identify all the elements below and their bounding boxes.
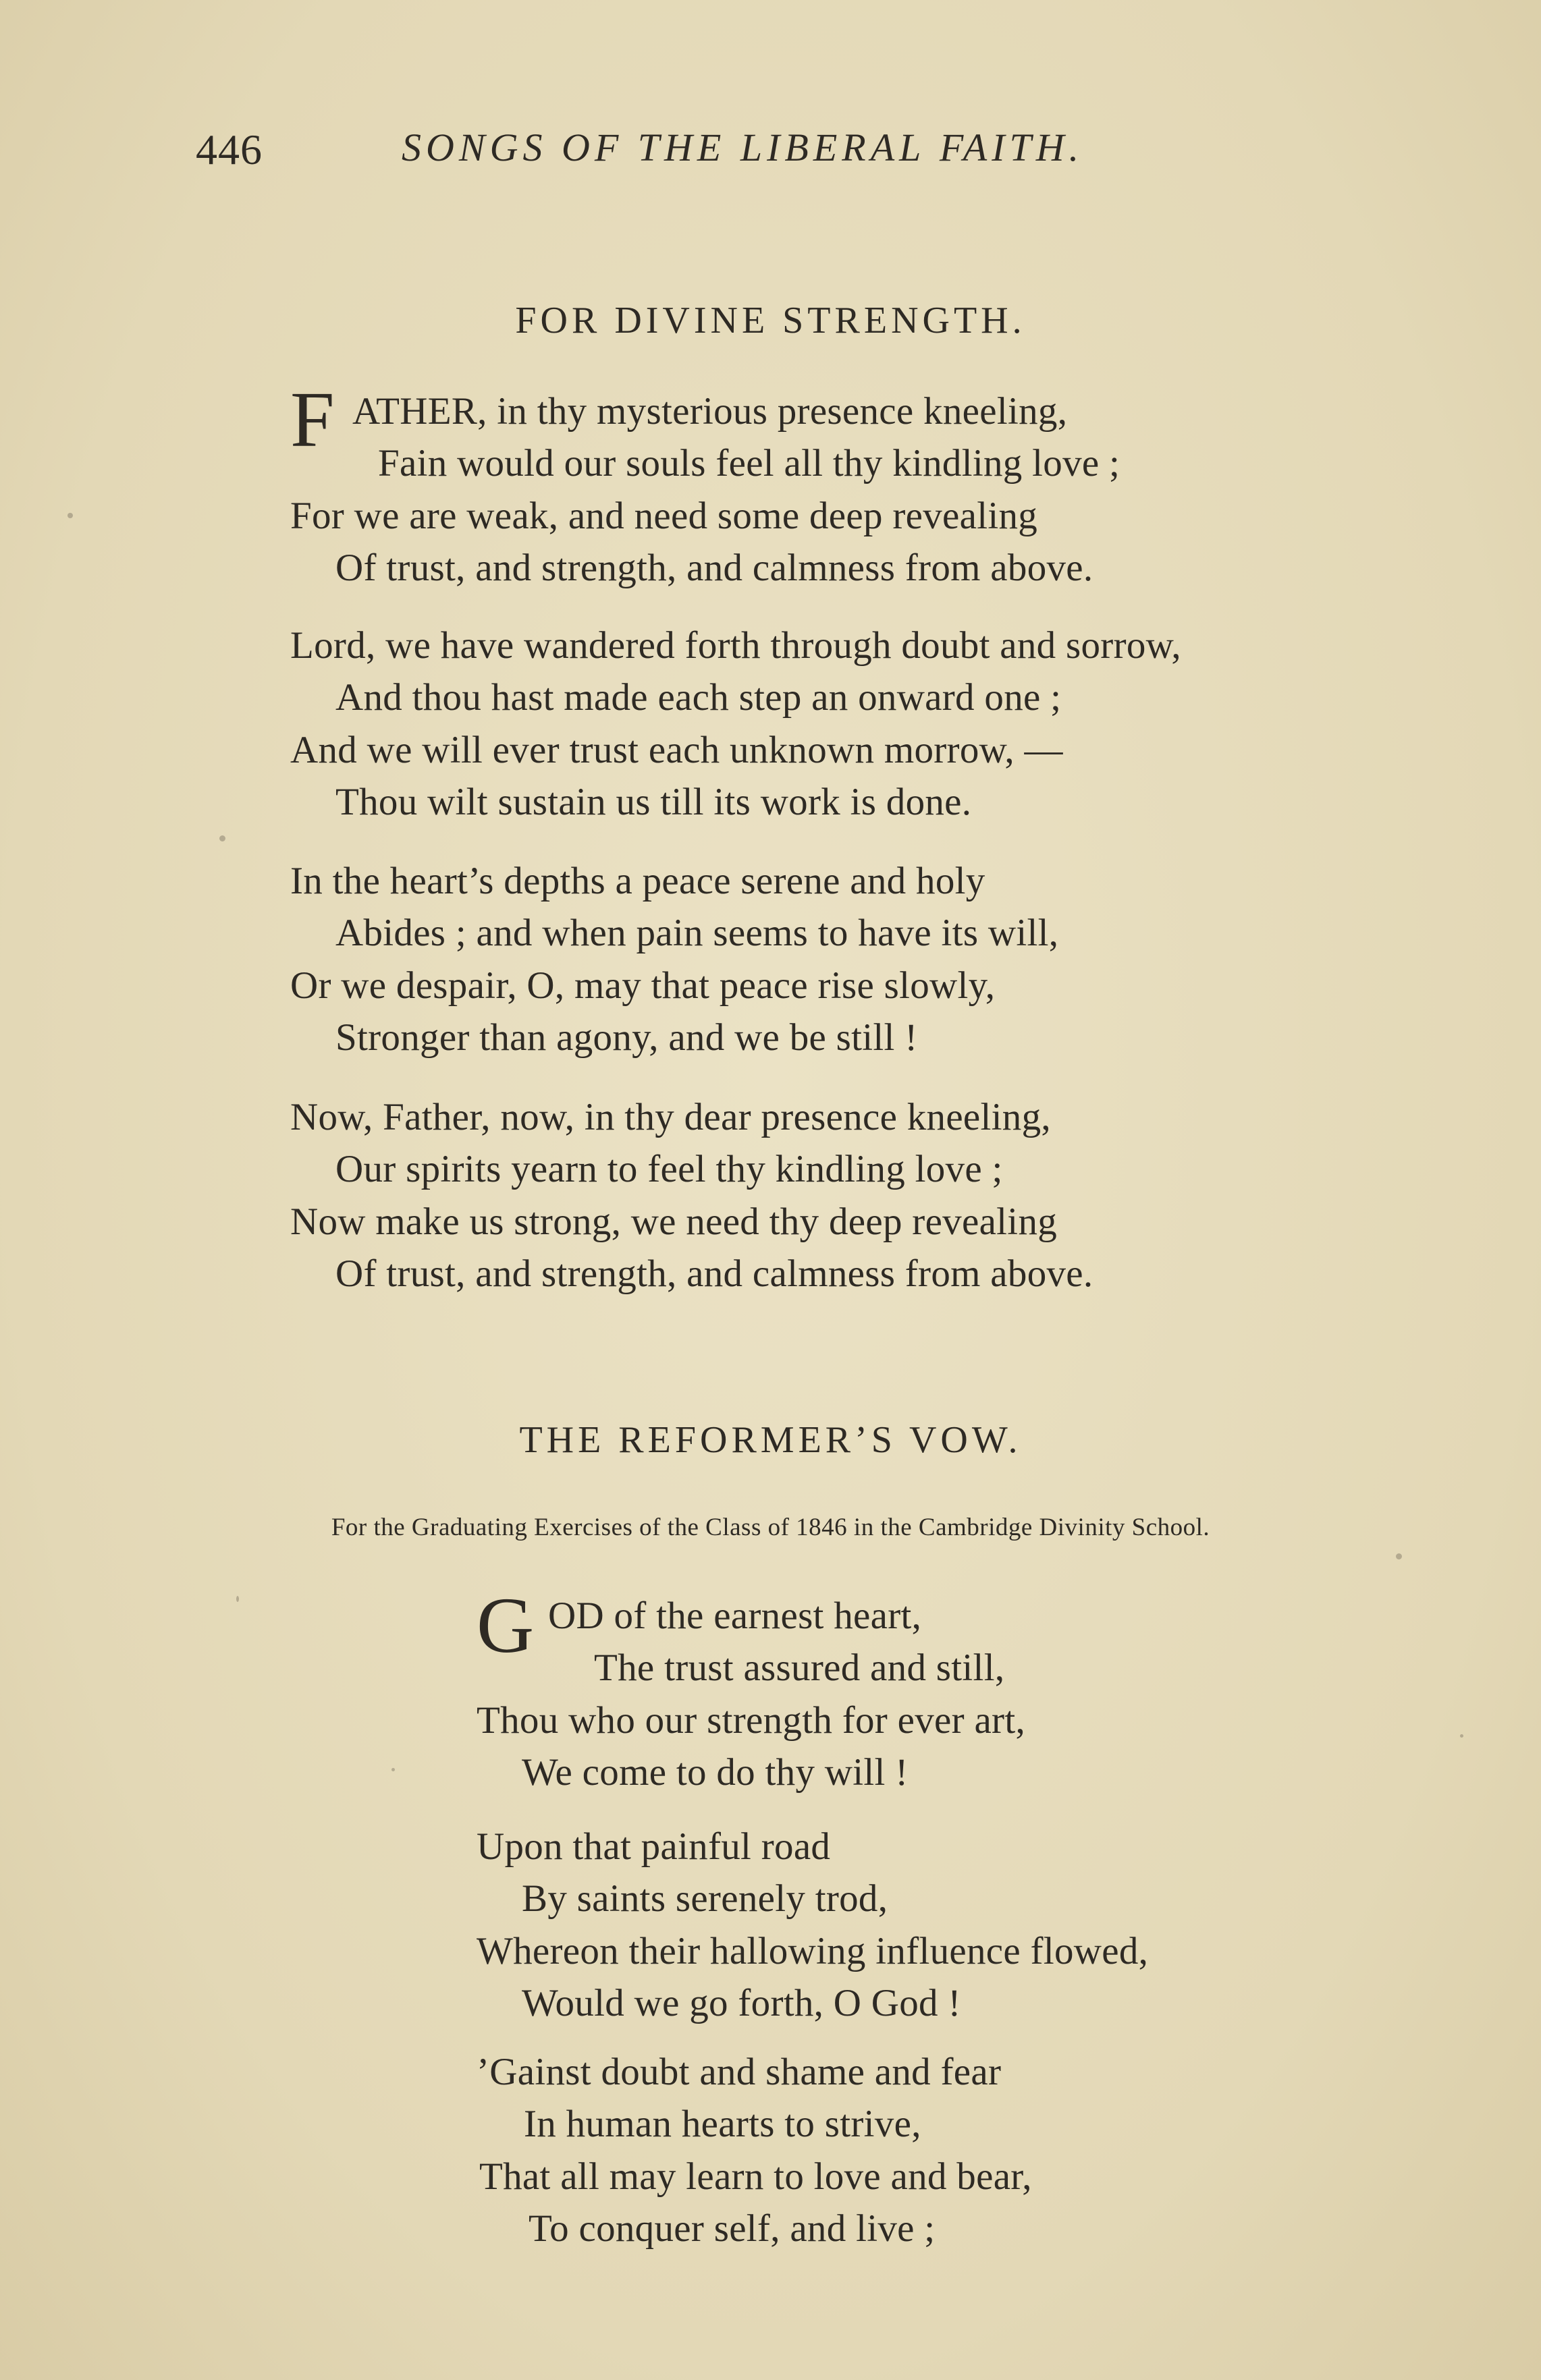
- poem-line: We come to do thy will !: [522, 1751, 909, 1794]
- poem-line: Thou wilt sustain us till its work is done.: [335, 781, 972, 823]
- page-number: 446: [196, 126, 263, 173]
- running-head: [196, 125, 1195, 179]
- poem-title-divine-strength: FOR DIVINE STRENGTH.: [515, 300, 1026, 341]
- paper-speck: [1460, 1734, 1463, 1738]
- drop-cap-f: F: [290, 375, 335, 464]
- drop-cap-g: G: [477, 1581, 535, 1669]
- paper-speck: [391, 1768, 395, 1771]
- poem-line: Fain would our souls feel all thy kindling love ;: [378, 442, 1120, 485]
- poem-line: For we are weak, and need some deep revealing: [290, 495, 1038, 537]
- poem-line: In human hearts to strive,: [524, 2103, 921, 2145]
- poem-line: ATHER, in thy mysterious presence kneeling,: [352, 390, 1068, 433]
- poem-line: Of trust, and strength, and calmness from above.: [335, 547, 1093, 589]
- poem-line: Of trust, and strength, and calmness from above.: [335, 1252, 1093, 1295]
- paper-speck: [1396, 1553, 1402, 1559]
- poem-line: Lord, we have wandered forth through doubt and sorrow,: [290, 624, 1181, 667]
- poem-line: In the heart’s depths a peace serene and holy: [290, 860, 985, 902]
- paper-speck: [236, 1596, 239, 1602]
- poem-line: And thou hast made each step an onward one ;: [335, 676, 1062, 719]
- poem-title-reformers-vow: THE REFORMER’S VOW.: [519, 1419, 1022, 1461]
- poem-line: The trust assured and still,: [594, 1646, 1005, 1689]
- poem-line: That all may learn to love and bear,: [479, 2155, 1032, 2198]
- poem-line: Now, Father, now, in thy dear presence kneeling,: [290, 1096, 1051, 1138]
- poem-line: ’Gainst doubt and shame and fear: [477, 2051, 1002, 2093]
- poem-line: OD of the earnest heart,: [548, 1595, 922, 1637]
- running-title: SONGS OF THE LIBERAL FAITH.: [402, 126, 1084, 169]
- paper-speck: [219, 835, 225, 841]
- poem-line: Whereon their hallowing influence flowed,: [477, 1930, 1149, 1972]
- poem-line: Now make us strong, we need thy deep revealing: [290, 1200, 1058, 1243]
- poem-line: Or we despair, O, may that peace rise slowly,: [290, 964, 996, 1007]
- poem-line: Thou who our strength for ever art,: [477, 1699, 1026, 1742]
- poem-line: Abides ; and when pain seems to have its will,: [335, 912, 1059, 954]
- poem-line: Our spirits yearn to feel thy kindling love ;: [335, 1148, 1003, 1190]
- poem-line: By saints serenely trod,: [522, 1877, 888, 1920]
- poem-line: Upon that painful road: [477, 1825, 831, 1868]
- poem-line: Would we go forth, O God !: [522, 1982, 961, 2024]
- poem-line: Stronger than agony, and we be still !: [335, 1016, 918, 1059]
- poem-subtitle: For the Graduating Exercises of the Class of 1846 in the Cambridge Divinity School.: [331, 1514, 1210, 1541]
- poem-line: And we will ever trust each unknown morrow, —: [290, 729, 1063, 771]
- paper-speck: [67, 513, 73, 518]
- poem-line: To conquer self, and live ;: [529, 2207, 936, 2250]
